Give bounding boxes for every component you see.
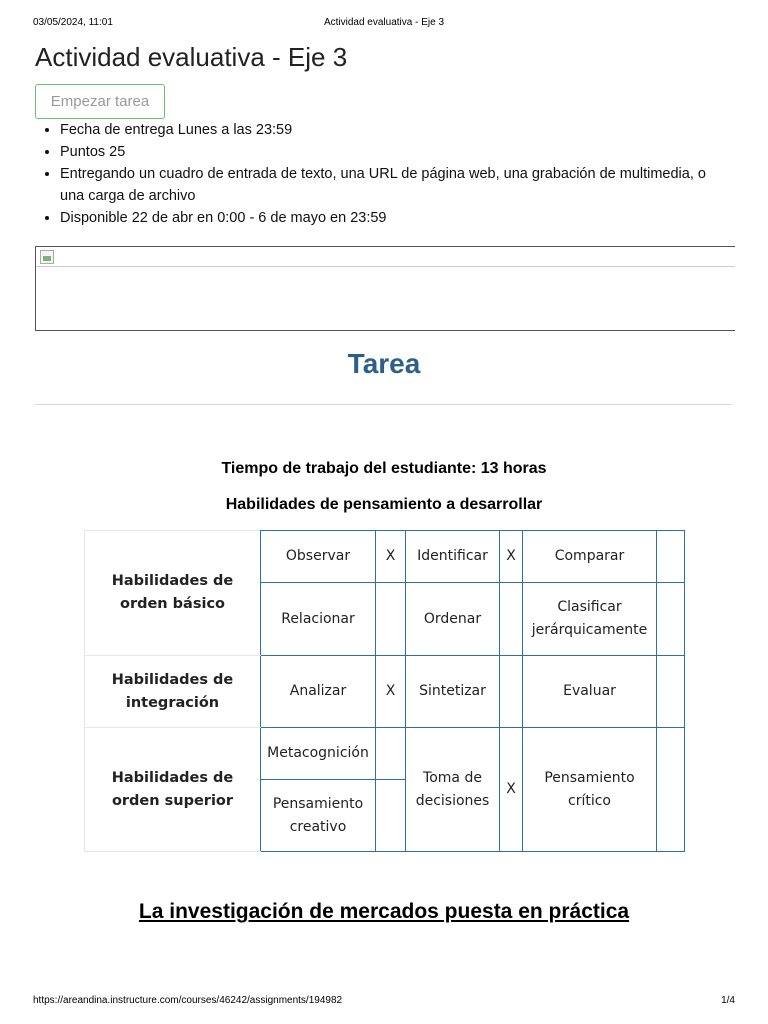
mark-clasificar [657,583,685,656]
integration-skills-label: Habilidades de integración [85,656,261,728]
mark-comparar [657,531,685,583]
tarea-heading: Tarea [347,348,421,379]
mark-analizar: X [376,656,406,728]
skill-metacognicion: Metacognición [261,728,376,780]
broken-image-icon [40,250,54,264]
student-work-time: Tiempo de trabajo del estudiante: 13 horas [221,460,547,477]
skill-evaluar: Evaluar [523,656,657,728]
skill-sintetizar: Sintetizar [406,656,500,728]
skill-identificar: Identificar [406,531,500,583]
assignment-details-list [35,119,720,229]
mark-evaluar [657,656,685,728]
skill-analizar: Analizar [261,656,376,728]
skill-pensamiento-critico: Pensamiento crítico [523,728,657,852]
mark-observar: X [376,531,406,583]
skill-clasificar: Clasificar jerárquicamente [523,583,657,656]
section-divider [35,404,732,405]
print-title: Actividad evaluativa - Eje 3 [323,17,445,28]
mark-metacognicion [376,728,406,780]
embedded-image-frame [35,246,735,331]
skill-ordenar: Ordenar [406,583,500,656]
mark-relacionar [376,583,406,656]
start-assignment-button[interactable]: Empezar tarea [35,84,165,119]
print-date: 03/05/2024, 11:01 [33,17,113,28]
page-number: 1/4 [721,995,735,1006]
skills-heading: Habilidades de pensamiento a desarrollar [225,496,543,513]
mark-sintetizar [500,656,523,728]
mark-pensamiento-critico [657,728,685,852]
skill-pensamiento-creativo: Pensamiento creativo [261,780,376,852]
availability-item: • Disponible 22 de abr en 0:00 - 6 de mayo en 23:59 [60,207,720,229]
market-research-heading: La investigación de mercados puesta en práctica [138,900,630,923]
superior-skills-label: Habilidades de orden superior [85,728,261,852]
mark-pensamiento-creativo [376,780,406,852]
mark-ordenar [500,583,523,656]
page-title: Actividad evaluativa - Eje 3 [35,42,348,72]
skill-observar: Observar [261,531,376,583]
frame-divider [36,266,735,267]
print-footer [33,995,735,1007]
basic-skills-label: Habilidades de orden básico [85,531,261,656]
skill-toma-decisiones: Toma de decisiones [406,728,500,852]
due-date-item: • Fecha de entrega Lunes a las 23:59 [60,119,720,141]
mark-identificar: X [500,531,523,583]
points-item: • Puntos 25 [60,141,720,163]
print-url[interactable]: https://areandina.instructure.com/courses/46242/assignments/194982 [33,995,343,1006]
skills-table [84,530,685,852]
skill-relacionar: Relacionar [261,583,376,656]
skill-comparar: Comparar [523,531,657,583]
print-header [33,17,735,29]
mark-toma-decisiones: X [500,728,523,852]
submission-type-item: • Entregando un cuadro de entrada de texto, una URL de página web, una grabación de multimedia, o una carga de archivo [60,163,720,207]
